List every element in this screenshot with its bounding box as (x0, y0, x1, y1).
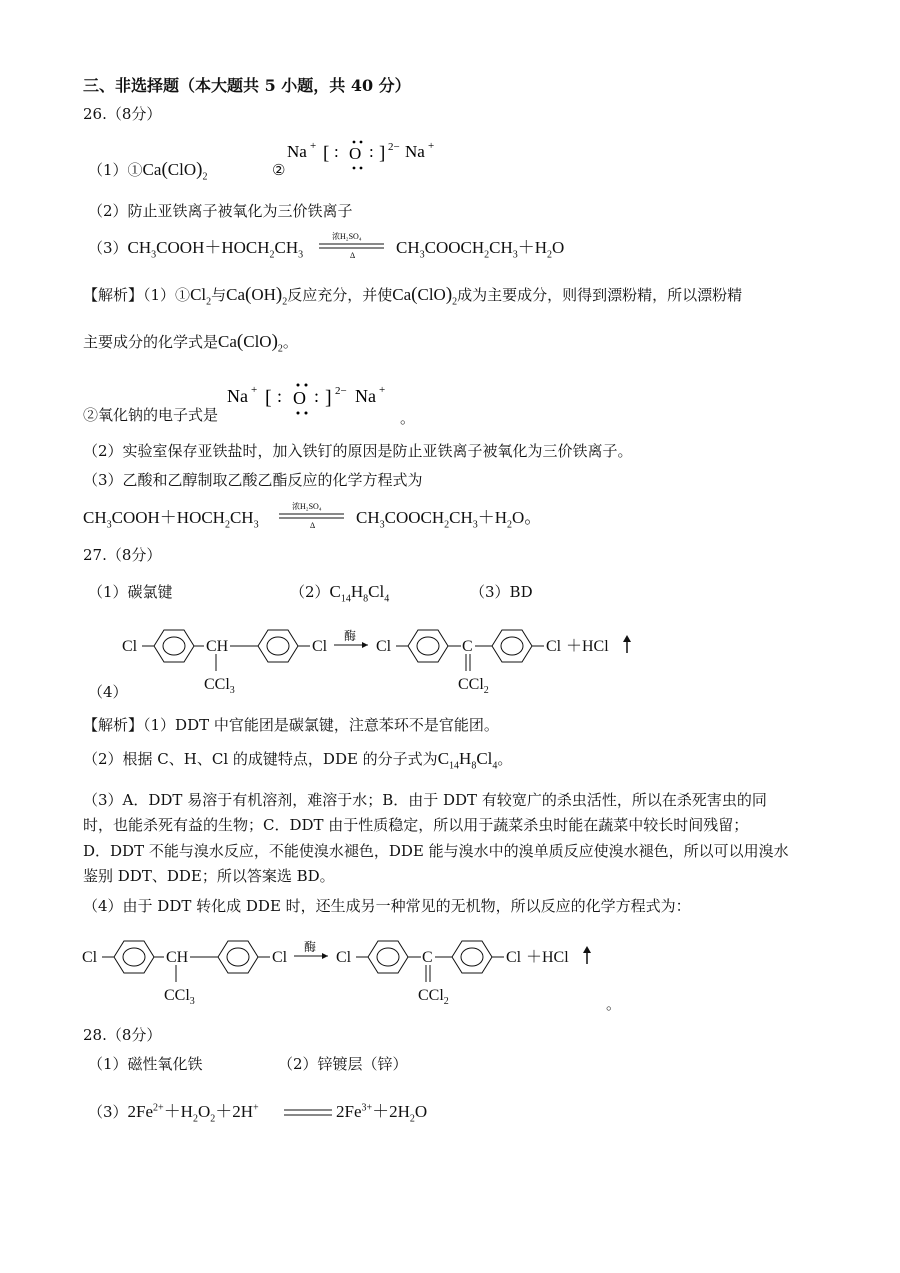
svg-text:]: ] (379, 143, 386, 164)
svg-text::: : (277, 386, 283, 406)
q26-explanation-equation: $CH_3COOH+HOCH_2CH_3$ (83, 508, 259, 531)
svg-text::: : (334, 142, 339, 161)
na2o-electron-formula-2 (225, 377, 401, 423)
q27-explanation-4-end: 。 (606, 995, 622, 1013)
svg-text:Cl: Cl (376, 638, 392, 655)
q27-explanation-3-line2: 时，也能杀死有益的生物；C．DDT 由于性质稳定，所以用于蔬菜杀虫时能在蔬菜中较长时间残留； (83, 816, 749, 834)
svg-text:+: + (428, 140, 435, 152)
q26-explanation-4: （3）乙酸和乙醇制取乙酸乙酯反应的化学方程式为 (83, 471, 423, 489)
svg-text:O: O (293, 388, 306, 408)
svg-text:Na: Na (355, 386, 376, 406)
svg-text:Cl: Cl (272, 949, 288, 966)
svg-text:Cl: Cl (82, 949, 98, 966)
reaction-condition-arrow-2 (276, 500, 348, 530)
q26-explanation-2: ②氧化钠的电子式是 (83, 406, 219, 424)
q27-answer-3: （3）BD (470, 583, 533, 601)
svg-text:Cl: Cl (122, 638, 138, 655)
svg-text:]: ] (325, 387, 332, 409)
svg-text:Na: Na (405, 142, 425, 161)
svg-text:O: O (349, 144, 362, 163)
svg-text:CCl2: CCl$_2$ (458, 676, 489, 696)
svg-text:C: C (422, 949, 433, 966)
svg-text::: : (369, 142, 374, 161)
svg-text::: : (314, 386, 320, 406)
svg-text:Cl: Cl (312, 638, 328, 655)
svg-text:浓H₂SO₄: 浓H₂SO₄ (292, 502, 322, 511)
q26-answer-1: $(1)①Ca(ClO)_2$ (88, 159, 208, 183)
svg-text:Na: Na (287, 142, 307, 161)
svg-text:[: [ (265, 387, 272, 409)
section-title: 三、非选择题（本大题共 5 小题，共 40 分） (83, 76, 411, 95)
svg-text:CCl3: CCl$_3$ (164, 987, 195, 1007)
q27-answer-2: $(2)C_{14}H_8Cl_4$ (290, 582, 390, 605)
ddt-reaction-structure-1 (118, 623, 658, 697)
svg-text:＋HCl: ＋HCl (526, 949, 569, 966)
svg-text:浓H₂SO₄: 浓H₂SO₄ (332, 232, 362, 241)
svg-text:酶: 酶 (304, 940, 317, 954)
svg-text:CH: CH (166, 949, 189, 966)
svg-text:Na: Na (227, 386, 248, 406)
q28-answer-1: （1）磁性氧化铁 (88, 1055, 203, 1073)
q28-answer-3-products: $2Fe^{3+}+2H_2O$ (336, 1102, 428, 1125)
q27-explanation-3-line1: （3）A．DDT 易溶于有机溶剂，难溶于水；B．由于 DDT 有较宽广的杀虫活性，所以在杀死害虫的同 (83, 791, 767, 809)
q27-explanation-3-line4: 鉴别 DDT、DDE；所以答案选 BD。 (83, 867, 335, 885)
na2o-electron-formula (285, 135, 445, 179)
q27-explanation-2: （2）根据 C、H、Cl 的成键特点，DDE 的分子式为$C_{14}H_8Cl_4$。 (83, 749, 513, 772)
svg-text:2−: 2− (388, 141, 400, 153)
q26-explanation-1: 【解析】$(1)①Cl_2$与$Ca(OH)_2$反应充分，并使$Ca(ClO)_2$成为主要成分，则得到漂粉精，所以漂粉精 (83, 284, 743, 308)
svg-text:+: + (379, 384, 386, 396)
svg-text:Cl: Cl (336, 949, 352, 966)
q26-explanation-2-end: 。 (400, 409, 416, 427)
svg-text:Cl: Cl (546, 638, 562, 655)
q27-explanation-1: 【解析】（1）DDT 中官能团是碳氯键，注意苯环不是官能团。 (83, 716, 499, 734)
q27-header: 27.（8分） (83, 546, 162, 564)
q27-answer-4: （4） (88, 683, 128, 701)
q27-explanation-3-line3: D．DDT 不能与溴水反应，不能使溴水褪色，DDE 能与溴水中的溴单质反应使溴水褪色，所以可以用溴水 (83, 842, 789, 860)
q26-answer-3: $(3)CH_3COOH+HOCH_2CH_3$ (88, 238, 304, 261)
ddt-reaction-structure-2 (78, 934, 618, 1008)
reaction-condition-arrow-1 (316, 230, 388, 260)
svg-text:Cl: Cl (506, 949, 522, 966)
q27-answer-1: （1）碳氯键 (88, 583, 173, 601)
q26-explanation-3: （2）实验室保存亚铁盐时，加入铁钉的原因是防止亚铁离子被氧化为三价铁离子。 (83, 442, 633, 460)
q26-answer-1-second: ② (272, 161, 286, 179)
svg-text:CCl3: CCl$_3$ (204, 676, 235, 696)
svg-text:CH: CH (206, 638, 229, 655)
svg-text:Δ: Δ (310, 521, 316, 530)
svg-text:酶: 酶 (344, 629, 357, 643)
svg-text:C: C (462, 638, 473, 655)
q26-explanation-equation-products: $CH_3COOCH_2CH_3+H_2O$。 (356, 508, 542, 531)
q28-answer-2: （2）锌镀层（锌） (278, 1055, 408, 1073)
svg-text:2−: 2− (335, 385, 347, 397)
equals-sign-long (282, 1106, 334, 1120)
q26-header: 26.（8分） (83, 105, 162, 123)
svg-text:[: [ (323, 143, 330, 164)
svg-text:+: + (251, 384, 258, 396)
q27-explanation-4: （4）由于 DDT 转化成 DDE 时，还生成另一种常见的无机物，所以反应的化学方程式为： (83, 897, 691, 915)
q26-answer-3-products: $CH_3COOCH_2CH_3+H_2O$ (396, 238, 565, 261)
q26-explanation-1-cont: 主要成分的化学式是$Ca(ClO)_2$。 (83, 331, 298, 355)
q28-answer-3: $(3)2Fe^{2+}+H_2O_2+2H^+$ (88, 1102, 259, 1125)
svg-text:＋HCl: ＋HCl (566, 638, 609, 655)
svg-text:CCl2: CCl$_2$ (418, 987, 449, 1007)
q26-answer-2: （2）防止亚铁离子被氧化为三价铁离子 (88, 202, 353, 220)
svg-text:+: + (310, 140, 317, 152)
svg-text:Δ: Δ (350, 251, 356, 260)
q28-header: 28.（8分） (83, 1026, 162, 1044)
